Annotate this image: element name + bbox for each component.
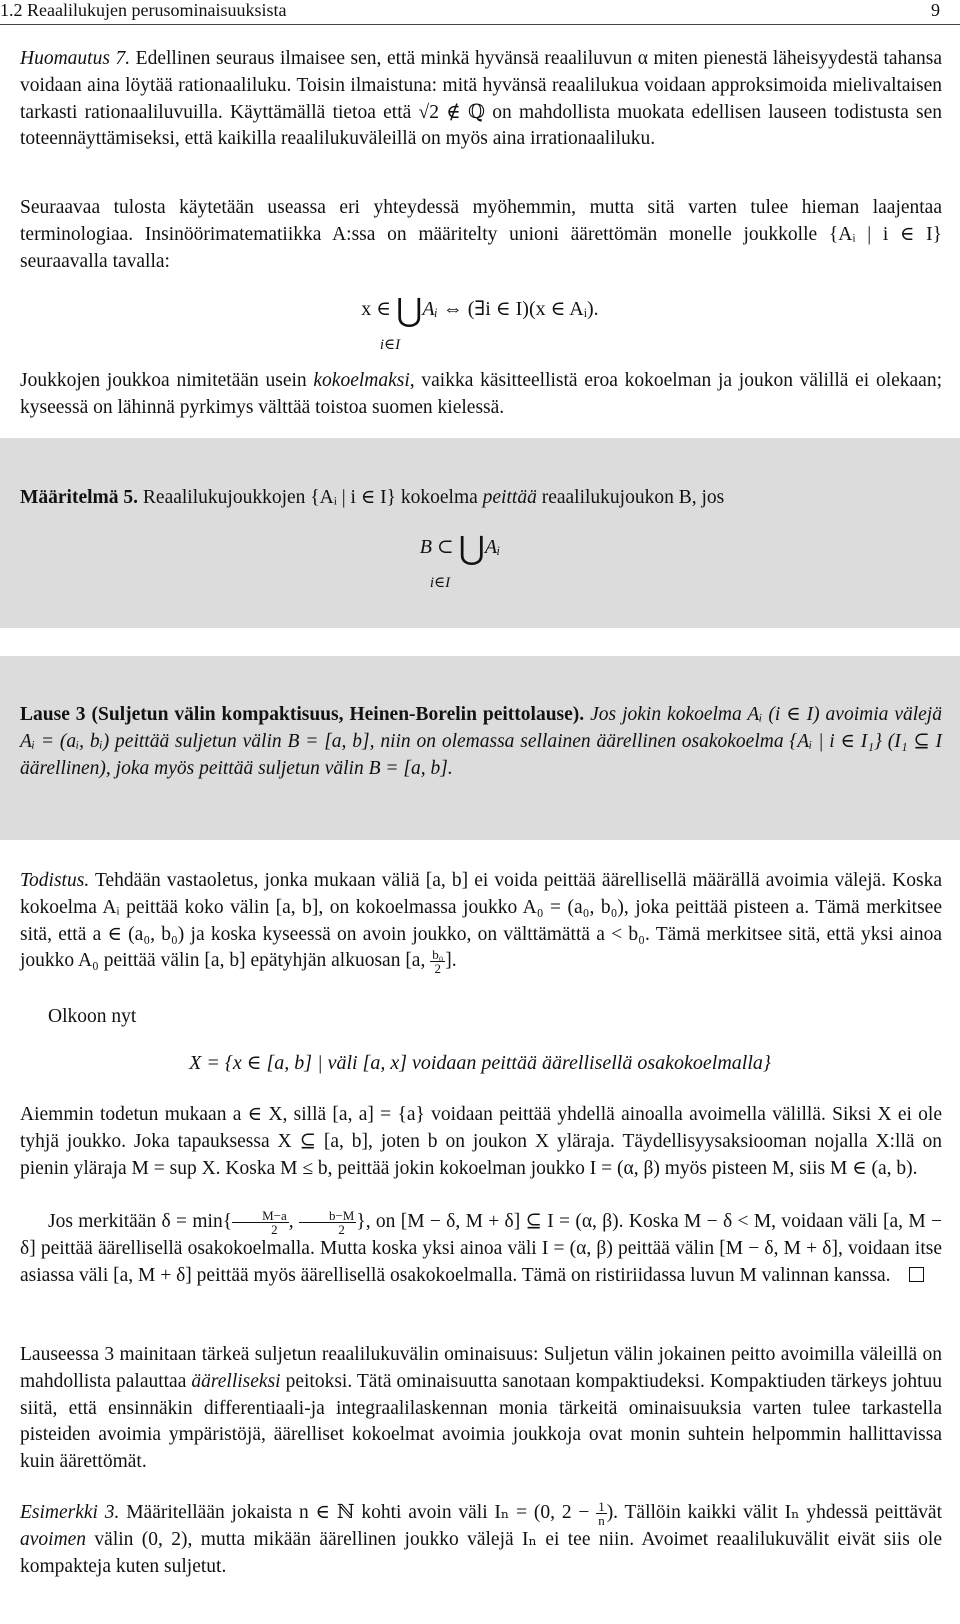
- proof-text-1-end: ].: [445, 950, 457, 972]
- proof-text-4-start: Jos merkitään δ = min{: [48, 1211, 233, 1232]
- proof-text-2: Olkoon nyt: [48, 1006, 137, 1027]
- proof-paragraph-2: [48, 1004, 848, 1031]
- fraction-m-minus-a-over-2: [232, 1209, 289, 1236]
- compactness-text-end: peitoksi. Tätä ominaisuutta sanotaan kompaktiudeksi. Kompaktiuden tärkeys johtuu siitä, että ensinnäkin differentiaali-ja integraalilaskennan monia tärkeitä ominaisuuksia varten tulee tarkastella pisteiden avoimia ympäristöjä, äärelliset kokoelmat avoimia joukkoja ovat monin suhtein helpommin hallittavissa kuin äärettömät.: [20, 1370, 942, 1473]
- example-text-end: välin (0, 2), mutta mikään äärellinen joukko välejä Iₙ ei tee niin. Avoimet reaalilukuvälit eivät siis ole kompakteja kuten suljetut.: [20, 1529, 942, 1577]
- page-number: 9: [931, 0, 940, 20]
- definition-label: Määritelmä 5.: [20, 487, 139, 508]
- fraction-numerator: 1: [598, 1499, 605, 1515]
- example-text-start: Määritellään jokaista n ∈ ℕ kohti avoin väli Iₙ = (0, 2 −: [119, 1502, 597, 1523]
- fraction-numerator: b−M: [299, 1209, 356, 1223]
- collection-text-end: , vaikka käsitteellistä eroa kokoelman ja joukon välillä ei olekaan; kyseessä on lähinnä pyrkimys välttää toistoa suomen kielessä.: [20, 370, 942, 418]
- definition-index: [0, 568, 920, 596]
- definition-formula-lhs: B ⊂: [419, 536, 459, 558]
- qed-box-icon: [909, 1267, 924, 1282]
- fraction-denominator: 2: [338, 1222, 345, 1238]
- example-paragraph: [20, 1500, 942, 1581]
- fraction-denominator: n: [598, 1513, 605, 1529]
- fraction-numerator: M−a: [232, 1209, 289, 1223]
- proof-text-3: Aiemmin todetun mukaan a ∈ X, sillä [a, a] = {a} voidaan peittää yhdellä ainoalla avoimella välillä. Siksi X ei ole tyhjä joukko. Joka tapauksessa X ⊆ [a, b], joten b on joukon X yläraja. Täydellisyysaksiooman nojalla X:llä on pienin yläraja M = sup X. Koska M ≤ b, peittää jokin kokoelman joukko I = (α, β) myös pisteen M, siis M ∈ (a, b).: [20, 1104, 942, 1179]
- fraction-denominator: 2: [271, 1222, 278, 1238]
- set-x-text: X = {x ∈ [a, b] | väli [a, x] voidaan peittää äärellisellä osakokoelmalla}: [189, 1052, 771, 1074]
- section-title: 1.2 Reaalilukujen perusominaisuuksista: [0, 0, 287, 20]
- proof-text-4-rest: }, on [M − δ, M + δ] ⊆ I = (α, β). Koska M − δ < M, voidaan väli [a, M − δ] peittää äärellisellä osakokoelmalla. Mutta koska yksi ainoa väli I = (α, β) peittää välin [M − δ, M + δ], voidaan itse asiassa väli [a, M + δ] peittää myös äärellisellä osakokoelmalla. Tämä on ristiriidassa luvun M valinnan kanssa.: [20, 1211, 942, 1286]
- definition-union-symbol: ⋃: [458, 530, 485, 566]
- definition-term: peittää: [482, 487, 537, 508]
- theorem-label: Lause 3 (Suljetun välin kompaktisuus, Heinen-Borelin peittolause).: [20, 704, 585, 725]
- remark-label: Huomautus 7.: [20, 48, 131, 69]
- theorem-statement: Jos jokin kokoelma Aᵢ (i ∈ I) avoimia välejä Aᵢ = (aᵢ, bᵢ) peittää suljetun välin B = [a, b], niin on olemassa sellainen äärellinen osakokoelma {Aᵢ | i ∈ I₁} (I₁ ⊆ I äärellinen), joka myös peittää suljetun välin B = [a, b].: [20, 704, 942, 779]
- proof-paragraph-3: [20, 1102, 942, 1182]
- definition-formula-set: Aᵢ: [484, 536, 501, 558]
- union-formula-set: Aᵢ: [422, 298, 438, 320]
- proof-paragraph-1: [20, 868, 942, 975]
- definition-text-start: Reaalilukujoukkojen {Aᵢ | i ∈ I} kokoelma: [138, 487, 483, 508]
- set-x-formula: [0, 1050, 960, 1076]
- definition-paragraph: [20, 485, 942, 512]
- collection-text-start: Joukkojen joukkoa nimitetään usein: [20, 370, 314, 391]
- union-formula: [0, 292, 960, 328]
- definition-formula: [0, 530, 940, 566]
- fraction-b0-over-2: [430, 948, 445, 975]
- big-union-symbol: ⋃: [396, 292, 423, 328]
- intro-paragraph: [20, 195, 942, 275]
- running-header: [0, 0, 960, 25]
- remark-text: Edellinen seuraus ilmaisee sen, että minkä hyvänsä reaaliluvun α miten pienestä läheisyydestä tahansa voidaan aina löytää rationaaliluku. Toisin ilmaistuna: mitä hyvänsä reaalilukua voidaan approksimoida mielivaltaisen tarkasti rationaaliluvuilla. Käyttämällä tietoa että √2 ∉ ℚ on mahdollista muokata edellisen lauseen todistusta sen toteennäyttämiseksi, että kaikilla reaalilukuväleillä on myös aina irrationaaliluku.: [20, 48, 942, 150]
- proof-text-1: Tehdään vastaoletus, jonka mukaan väliä [a, b] ei voida peittää äärellisellä määrällä avoimia välejä. Koska kokoelma Aᵢ peittää koko välin [a, b], on kokoelmassa joukko A₀ = (a₀, b₀), joka peittää pisteen a. Tämä merkitsee sitä, että a ∈ (a₀, b₀) ja koska kyseessä on avoin joukko, on välttämättä a < b₀. Tämä merkitsee sitä, että yksi ainoa joukko A₀ peittää välin [a, b] epätyhjän alkuosan [a,: [20, 870, 942, 972]
- compactness-paragraph: [20, 1342, 942, 1476]
- fraction-numerator: b₀: [432, 947, 444, 963]
- intro-text: Seuraavaa tulosta käytetään useassa eri yhteydessä myöhemmin, mutta sitä varten tulee hieman laajentaa terminologiaa. Insinöörimatematiikka A:ssa on määritelty unioni äärettömän monelle joukkolle {Aᵢ | i ∈ I} seuraavalla tavalla:: [20, 197, 942, 272]
- fraction-b-minus-m-over-2: [299, 1209, 356, 1236]
- union-formula-rhs: ⇔ (∃i ∈ I)(x ∈ Aᵢ).: [437, 298, 599, 320]
- example-label: Esimerkki 3.: [20, 1502, 120, 1523]
- remark-paragraph: [20, 46, 942, 153]
- definition-text-end: reaalilukujoukon B, jos: [536, 487, 725, 508]
- theorem-paragraph: [20, 702, 942, 782]
- definition-index-text: i∈I: [429, 575, 451, 591]
- proof-paragraph-4: Jos merkitään δ = min{ $\frac{M-a}{2}$ , $\frac{b-M}{2}$ }, on [M − δ, M + δ] ⊆ I = (α, β). Koska M − δ < M, voidaan väli [a, M − δ] peittää äärellisellä osakokoelmalla. Mutta koska yksi ainoa väli I = (α, β) peittää välin [M − δ, M + δ], voidaan itse asiassa väli [a, M + δ] peittää myös äärellisellä osakokoelmalla. Tämä on ristiriidassa luvun M valinnan kanssa.: [20, 1208, 942, 1286]
- proof-label: Todistus.: [20, 870, 90, 891]
- union-index: [0, 330, 870, 358]
- union-formula-lhs: x ∈: [361, 298, 397, 320]
- collection-term: kokoelmaksi: [313, 370, 410, 391]
- fraction-1-over-n: [596, 1500, 607, 1527]
- collection-paragraph: [20, 368, 942, 422]
- union-index-text: i∈I: [379, 337, 401, 353]
- compactness-text-start: Lauseessa 3 mainitaan tärkeä suljetun reaalilukuvälin ominaisuus: Suljetun välin jokainen peitto avoimilla väleillä on mahdollista palauttaa: [20, 1344, 942, 1392]
- example-term: avoimen: [20, 1529, 87, 1551]
- example-text-mid: ). Tällöin kaikki välit Iₙ yhdessä peittävät: [606, 1502, 942, 1523]
- compactness-term: äärelliseksi: [191, 1370, 281, 1392]
- fraction-denominator: 2: [434, 961, 441, 977]
